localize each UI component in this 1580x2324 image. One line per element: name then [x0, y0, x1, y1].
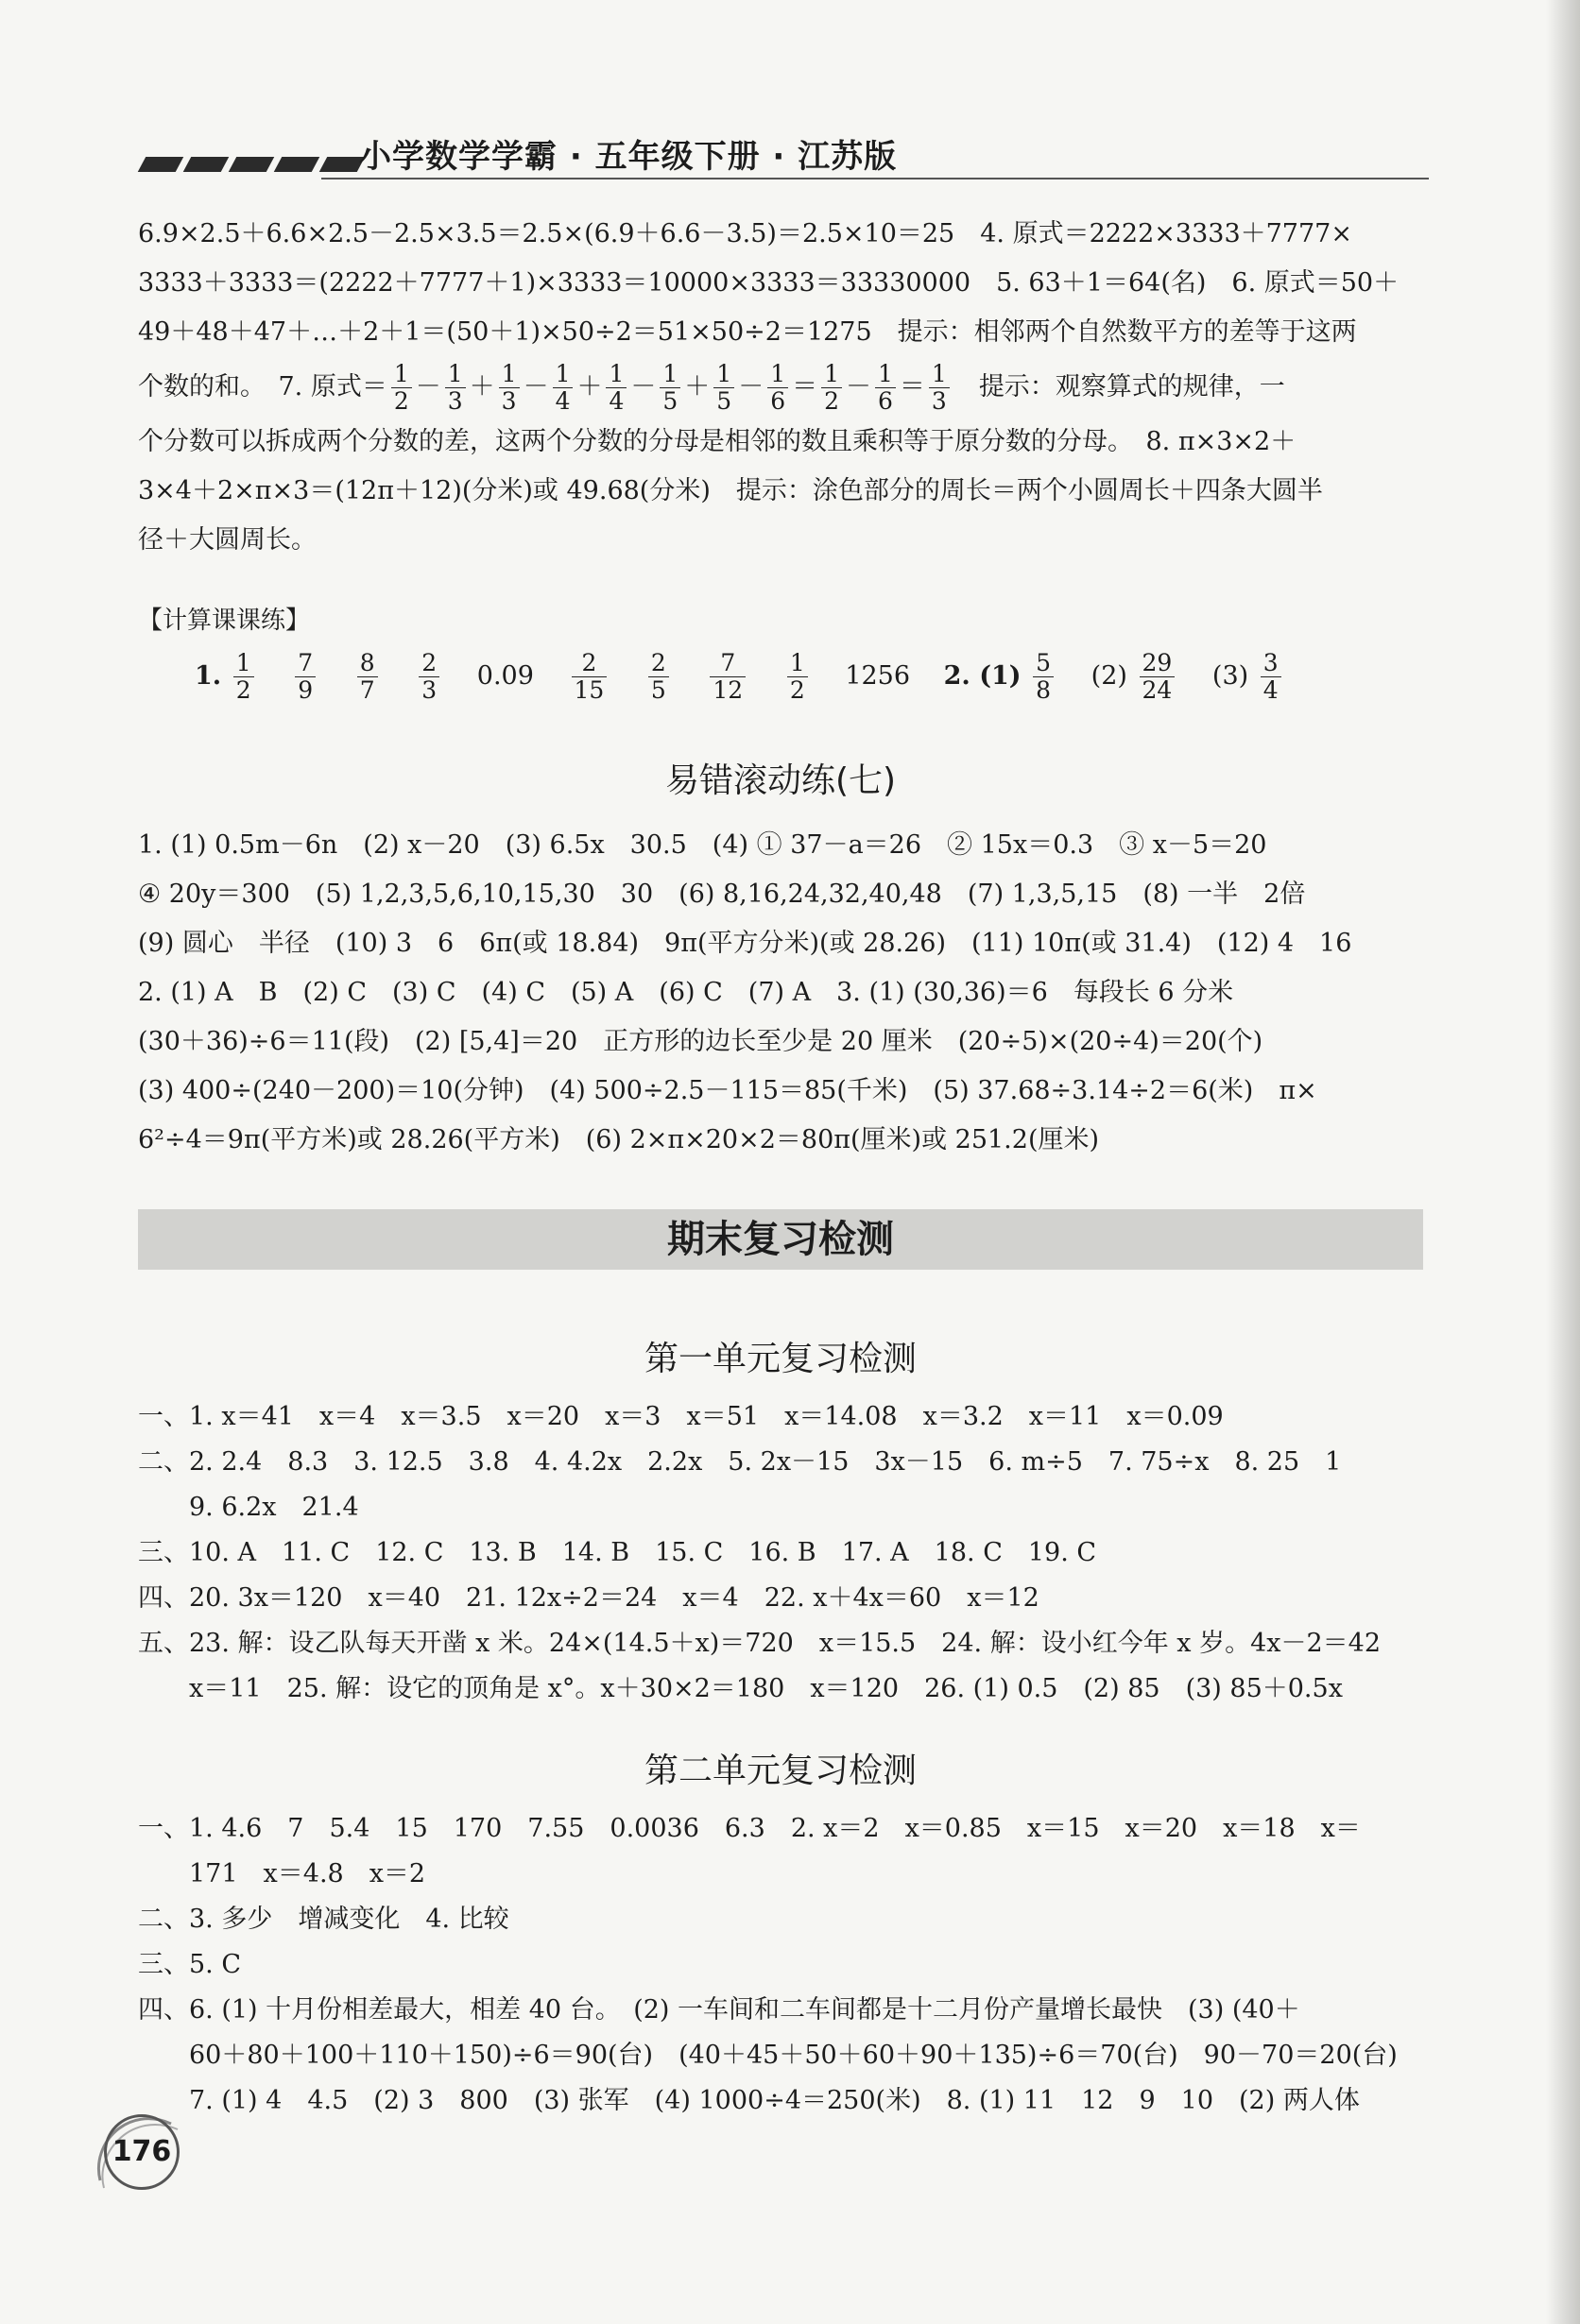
answer-line: 6²÷4＝9π(平方米)或 28.26(平方米) (6) 2×π×20×2＝80π(厘米)或 251.2(厘米): [138, 1125, 1100, 1154]
answer-line: 49＋48＋47＋…＋2＋1＝(50＋1)×50÷2＝51×50÷2＝1275 提示：相邻两个自然数平方的差等于这两: [138, 317, 1357, 347]
answer-line: 三、10. A 11. C 12. C 13. B 14. B 15. C 16. B 17. A 18. C 19. C: [138, 1538, 1097, 1567]
hint-text: 提示：观察算式的规律，一: [978, 372, 1285, 402]
fraction: $\frac{29}{24}$: [1140, 650, 1176, 704]
answer-line: 3333＋3333＝(2222＋7777＋1)×3333＝10000×3333＝33330000 5. 63＋1＝64(名) 6. 原式＝50＋: [138, 268, 1400, 298]
fraction: $\frac{1}{2}$: [787, 650, 808, 704]
fraction: $\frac{1}{2}$: [233, 650, 254, 704]
fraction: $\frac{8}{7}$: [357, 650, 378, 704]
answer-line: 个分数可以拆成两个分数的差，这两个分数的分母是相邻的数且乘积等于原分数的分母。 8. π×3×2＋: [138, 427, 1297, 456]
answer-line: 三、5. C: [138, 1950, 242, 1979]
calc-practice-title: 【计算课课练】: [138, 607, 311, 635]
unit1-answers: [138, 1394, 1423, 1712]
answer-line: 一、1. x＝41 x＝4 x＝3.5 x＝20 x＝3 x＝51 x＝14.08 x＝3.2 x＝11 x＝0.09: [138, 1402, 1224, 1431]
answer-line: 2. (1) A B (2) C (3) C (4) C (5) A (6) C (7) A 3. (1) (30,36)＝6 每段长 6 分米: [138, 978, 1234, 1007]
fraction: $\frac{3}{4}$: [1261, 650, 1281, 704]
book-title: 小学数学学霸 · 五年级下册 · 江苏版: [359, 138, 898, 176]
answer-line: 3×4＋2×π×3＝(12π＋12)(分米)或 49.68(分米) 提示：涂色部分的周长＝两个小圆周长＋四条大圆半: [138, 476, 1323, 505]
answer-line: 径＋大圆周长。: [138, 525, 317, 555]
header-rule: [321, 178, 1429, 179]
answer-line: 二、3. 多少 增减变化 4. 比较: [138, 1905, 509, 1934]
fraction: $\frac{1}{4}$: [606, 361, 627, 415]
answer-value: 0.09: [476, 661, 534, 691]
sub-item-number: (2): [1091, 661, 1127, 691]
series7-answers: [138, 821, 1423, 1165]
answer-line: (9) 圆心 半径 (10) 3 6 6π(或 18.84) 9π(平方分米)(或 28.26) (11) 10π(或 31.4) (12) 4 16: [138, 929, 1352, 958]
fraction: $\frac{1}{5}$: [660, 361, 680, 415]
calc-answers-line: [138, 643, 1423, 709]
answer-line: 171 x＝4.8 x＝2: [138, 1859, 426, 1888]
sub-item-number: (3): [1211, 661, 1249, 691]
fraction: $\frac{1}{2}$: [821, 361, 842, 415]
fraction: $\frac{5}{8}$: [1033, 650, 1054, 704]
fraction: $\frac{1}{3}$: [499, 361, 520, 415]
page-number: 176: [104, 2114, 180, 2190]
calc-practice-section: [138, 601, 1423, 709]
item-number: 1.: [195, 661, 222, 691]
fraction: $\frac{1}{6}$: [875, 361, 896, 415]
answer-line: 1. (1) 0.5m－6n (2) x－20 (3) 6.5x 30.5 (4) ① 37－a＝26 ② 15x＝0.3 ③ x－5＝20: [138, 830, 1267, 860]
answer-line: x＝11 25. 解：设它的顶角是 x°。x＋30×2＝180 x＝120 26. (1) 0.5 (2) 85 (3) 85＋0.5x: [138, 1674, 1343, 1703]
answer-line: (3) 400÷(240－200)＝10(分钟) (4) 500÷2.5－115＝85(千米) (5) 37.68÷3.14÷2＝6(米) π×: [138, 1076, 1317, 1105]
fraction: $\frac{1}{3}$: [929, 361, 950, 415]
fraction: $\frac{7}{12}$: [710, 650, 746, 704]
fraction: $\frac{1}{3}$: [445, 361, 466, 415]
answer-line: 五、23. 解：设乙队每天开凿 x 米。24×(14.5＋x)＝720 x＝15.5 24. 解：设小红今年 x 岁。4x－2＝42: [138, 1629, 1382, 1658]
answer-line: 6.9×2.5＋6.6×2.5－2.5×3.5＝2.5×(6.9＋6.6－3.5)＝2.5×10＝25 4. 原式＝2222×3333＋7777×: [138, 219, 1352, 248]
fraction: $\frac{2}{5}$: [648, 650, 669, 704]
fraction: $\frac{1}{5}$: [713, 361, 734, 415]
page-edge-shadow: [1546, 0, 1580, 2324]
answer-line: 9. 6.2x 21.4: [138, 1493, 359, 1522]
answer-line: (30＋36)÷6＝11(段) (2) [5,4]＝20 正方形的边长至少是 20 厘米 (20÷5)×(20÷4)＝20(个): [138, 1027, 1263, 1056]
answer-value: 1256: [845, 661, 911, 691]
answer-line-prefix: 个数的和。 7. 原式＝: [138, 372, 387, 402]
answer-line: 一、1. 4.6 7 5.4 15 170 7.55 0.0036 6.3 2. x＝2 x＝0.85 x＝15 x＝20 x＝18 x＝: [138, 1814, 1361, 1843]
fraction: $\frac{1}{2}$: [391, 361, 412, 415]
answer-line-fractions: 个数的和。 7. 原式＝ $\frac{1}{2}$ － $\frac{1}{3}$ ＋ $\frac{1}{3}$ － $\frac{1}{4}$ ＋ $\frac{1}{4}$ － $\frac{1}{5}$ ＋ $\frac{1}{5}$ － $\frac{1}{6}$ ＝ $\frac{1}{2}$ － $\frac{1}{6}$ ＝ $\frac{1}{3}$ 提示：观察算式的规律，一: [138, 360, 1285, 415]
fraction: $\frac{1}{4}$: [553, 361, 574, 415]
section-title-unit2: 第二单元复习检测: [644, 1752, 917, 1790]
answer-line: 二、2. 2.4 8.3 3. 12.5 3.8 4. 4.2x 2.2x 5. 2x－15 3x－15 6. m÷5 7. 75÷x 8. 25 1: [138, 1447, 1342, 1477]
section-title-unit1: 第一单元复习检测: [644, 1340, 917, 1378]
top-answer-block: [138, 210, 1423, 565]
section-title-series7: 易错滚动练(七): [664, 761, 897, 800]
answer-line: 7. (1) 4 4.5 (2) 3 800 (3) 张军 (4) 1000÷4＝250(米) 8. (1) 11 12 9 10 (2) 两人体: [138, 2086, 1360, 2115]
header-stripes-decoration: [142, 157, 361, 172]
fraction: $\frac{2}{15}$: [572, 650, 608, 704]
answer-line: 60＋80＋100＋110＋150)÷6＝90(台) (40＋45＋50＋60＋90＋135)÷6＝70(台) 90－70＝20(台): [138, 2041, 1398, 2070]
answer-line: ④ 20y＝300 (5) 1,2,3,5,6,10,15,30 30 (6) 8,16,24,32,40,48 (7) 1,3,5,15 (8) 一半 2倍: [138, 880, 1306, 909]
answer-line: 四、6. (1) 十月份相差最大，相差 40 台。 (2) 一车间和二车间都是十二月份产量增长最快 (3) (40＋: [138, 1995, 1300, 2025]
page-header: [132, 123, 1429, 189]
unit2-answers: [138, 1806, 1423, 2124]
fraction: $\frac{7}{9}$: [295, 650, 316, 704]
item-number: 2. (1): [943, 661, 1022, 691]
fraction: $\frac{2}{3}$: [419, 650, 439, 704]
final-review-banner: 期末复习检测: [138, 1209, 1423, 1270]
fraction: $\frac{1}{6}$: [767, 361, 788, 415]
answer-line: 四、20. 3x＝120 x＝40 21. 12x÷2＝24 x＝4 22. x＋4x＝60 x＝12: [138, 1583, 1039, 1613]
